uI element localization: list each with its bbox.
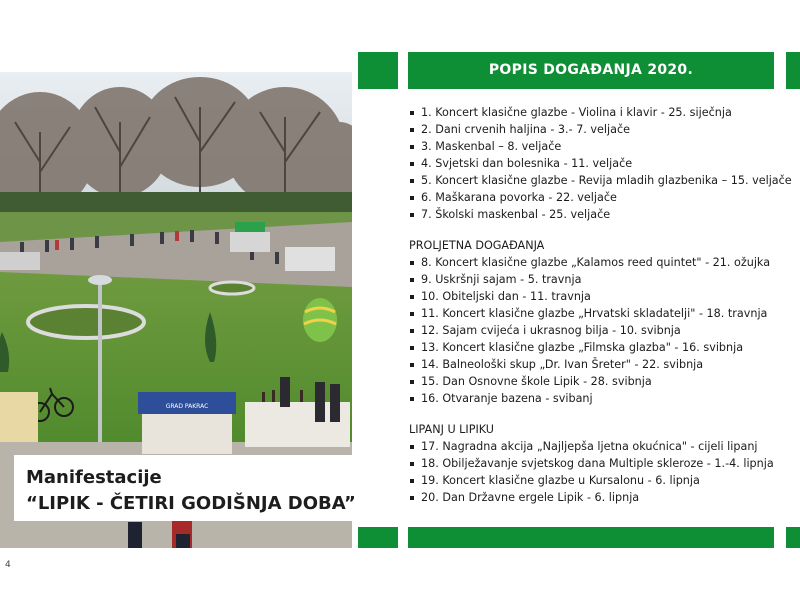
june-heading: LIPANJ U LIPIKU — [409, 423, 494, 436]
list-item: 9. Uskršnji sajam - 5. travnja — [409, 271, 797, 288]
list-item: 6. Maškarana povorka - 22. veljače — [409, 189, 797, 206]
winter-events — [409, 104, 797, 223]
list-item: 13. Koncert klasične glazbe „Filmska glazba" - 16. svibnja — [409, 339, 797, 356]
stall-sign: GRAD PAKRAC — [165, 403, 209, 410]
list-item: 19. Koncert klasične glazbe u Kursalonu - 6. lipnja — [409, 472, 797, 489]
green-square-bottom-left — [358, 527, 398, 548]
events-title: POPIS DOGAĐANJA 2020. — [488, 62, 694, 78]
list-item: 1. Koncert klasične glazbe - Violina i klavir - 25. siječnja — [409, 104, 797, 121]
green-square-bottom-right — [786, 527, 800, 548]
page-number: 4 — [5, 560, 11, 570]
list-item: 20. Dan Državne ergele Lipik - 6. lipnja — [409, 489, 797, 506]
caption-line-1: Manifestacije — [26, 467, 162, 488]
green-square-top-right — [786, 52, 800, 89]
spring-heading: PROLJETNA DOGAĐANJA — [409, 239, 545, 252]
list-item: 16. Otvaranje bazena - svibanj — [409, 390, 797, 407]
list-item: 12. Sajam cvijeća i ukrasnog bilja - 10. svibnja — [409, 322, 797, 339]
list-item: 18. Obilježavanje svjetskog dana Multiple skleroze - 1.-4. lipnja — [409, 455, 797, 472]
list-item: 5. Koncert klasične glazbe - Revija mladih glazbenika – 15. veljače — [409, 172, 797, 189]
list-item: 7. Školski maskenbal - 25. veljače — [409, 206, 797, 223]
list-item: 11. Koncert klasične glazbe „Hrvatski skladatelji" - 18. travnja — [409, 305, 797, 322]
list-item: 3. Maskenbal – 8. veljače — [409, 138, 797, 155]
list-item: 17. Nagradna akcija „Najljepša ljetna okućnica" - cijeli lipanj — [409, 438, 797, 455]
list-item: 4. Svjetski dan bolesnika - 11. veljače — [409, 155, 797, 172]
list-item: 8. Koncert klasične glazbe „Kalamos reed quintet" - 21. ožujka — [409, 254, 797, 271]
list-item: 14. Balneološki skup „Dr. Ivan Šreter" - 22. svibnja — [409, 356, 797, 373]
green-bar-bottom — [408, 527, 774, 548]
spring-events — [409, 254, 797, 407]
list-item: 2. Dani crvenih haljina - 3.- 7. veljače — [409, 121, 797, 138]
events-list — [409, 104, 797, 506]
june-events — [409, 438, 797, 506]
list-item: 10. Obiteljski dan - 11. travnja — [409, 288, 797, 305]
page-caption — [26, 465, 356, 517]
green-square-top-left — [358, 52, 398, 89]
list-item: 15. Dan Osnovne škole Lipik - 28. svibnja — [409, 373, 797, 390]
caption-line-2: “LIPIK - ČETIRI GODIŠNJA DOBA” — [26, 493, 356, 514]
